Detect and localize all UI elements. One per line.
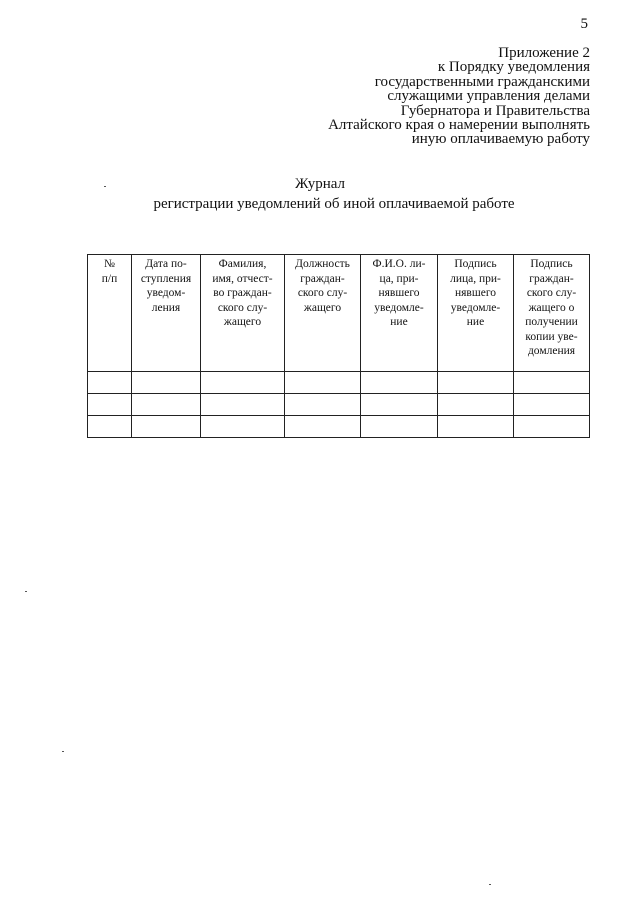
table-cell <box>438 372 514 394</box>
table-row <box>88 372 590 394</box>
table-cell <box>88 416 132 438</box>
column-header-line: нявшего <box>378 287 420 299</box>
column-header <box>88 255 132 372</box>
column-header-line: Фамилия, <box>218 258 267 270</box>
column-header-line: получении <box>525 316 578 328</box>
column-header-line: № <box>104 258 115 270</box>
table-cell <box>201 372 285 394</box>
table-cell <box>132 372 201 394</box>
table-cell <box>361 372 438 394</box>
table-cell <box>285 372 361 394</box>
column-header <box>201 255 285 372</box>
table-row <box>88 394 590 416</box>
table-cell <box>514 372 590 394</box>
appendix-line: государственными гражданскими <box>374 73 590 90</box>
column-header <box>132 255 201 372</box>
column-header-line: граждан- <box>300 272 345 285</box>
table-cell <box>361 416 438 438</box>
column-header-line: Дата по- <box>145 258 187 270</box>
table-cell <box>514 394 590 416</box>
table-cell <box>88 372 132 394</box>
column-header-line: лица, при- <box>450 272 501 285</box>
column-header-line: ца, при- <box>379 272 419 285</box>
column-header-line: ского слу- <box>297 287 348 299</box>
journal-title: Журнал <box>294 176 345 192</box>
table-cell <box>438 394 514 416</box>
column-header-line: имя, отчест- <box>212 272 273 285</box>
column-header <box>285 255 361 372</box>
column-header-line: граждан- <box>529 272 574 285</box>
column-header <box>514 255 590 372</box>
table-cell <box>285 416 361 438</box>
table-body <box>88 372 590 438</box>
table-cell <box>132 394 201 416</box>
table-cell <box>201 416 285 438</box>
registration-table <box>87 254 590 438</box>
column-header-line: во граждан- <box>213 287 272 299</box>
column-header-line: жащего <box>223 316 262 328</box>
column-header-line: Ф.И.О. ли- <box>372 258 426 270</box>
journal-heading <box>0 174 640 214</box>
column-header-line: Подпись <box>530 258 573 270</box>
appendix-line: к Порядку уведомления <box>437 59 590 76</box>
scan-speck <box>489 884 491 885</box>
column-header <box>438 255 514 372</box>
column-header-line: ние <box>390 316 408 328</box>
table-cell <box>438 416 514 438</box>
column-header-line: нявшего <box>454 287 496 299</box>
column-header-line: Должность <box>295 258 350 270</box>
column-header-line: ского слу- <box>526 287 577 299</box>
table-header-row <box>88 255 590 372</box>
table-cell <box>361 394 438 416</box>
column-header-line: жащего о <box>528 301 575 314</box>
column-header <box>361 255 438 372</box>
appendix-line: иную оплачиваемую работу <box>411 131 590 148</box>
column-header-line: ступления <box>140 272 192 285</box>
column-header-line: ского слу- <box>217 301 268 314</box>
appendix-header <box>230 46 590 147</box>
column-header-line: Подпись <box>454 258 497 270</box>
table-cell <box>132 416 201 438</box>
scan-speck <box>104 186 106 187</box>
column-header-line: домления <box>527 345 576 357</box>
table-cell <box>201 394 285 416</box>
appendix-line: Губернатора и Правительства <box>400 102 590 119</box>
table-cell <box>285 394 361 416</box>
column-header-line: п/п <box>101 272 118 285</box>
scan-speck <box>62 751 64 752</box>
scan-speck <box>25 591 27 592</box>
page-number: 5 <box>580 16 588 32</box>
column-header-line: копии уве- <box>525 330 578 343</box>
table-cell <box>514 416 590 438</box>
appendix-line: служащими управления делами <box>387 88 590 105</box>
appendix-line: Алтайского края о намерении выполнять <box>328 117 590 134</box>
column-header-line: уведомле- <box>450 301 501 314</box>
column-header-line: уведом- <box>146 287 186 299</box>
column-header-line: ления <box>151 301 181 314</box>
table-cell <box>88 394 132 416</box>
journal-subtitle: регистрации уведомлений об иной оплачиваемой работе <box>153 196 515 212</box>
appendix-line: Приложение 2 <box>498 45 590 61</box>
table-row <box>88 416 590 438</box>
column-header-line: жащего <box>303 301 342 314</box>
column-header-line: уведомле- <box>374 301 424 314</box>
column-header-line: ние <box>466 316 485 328</box>
